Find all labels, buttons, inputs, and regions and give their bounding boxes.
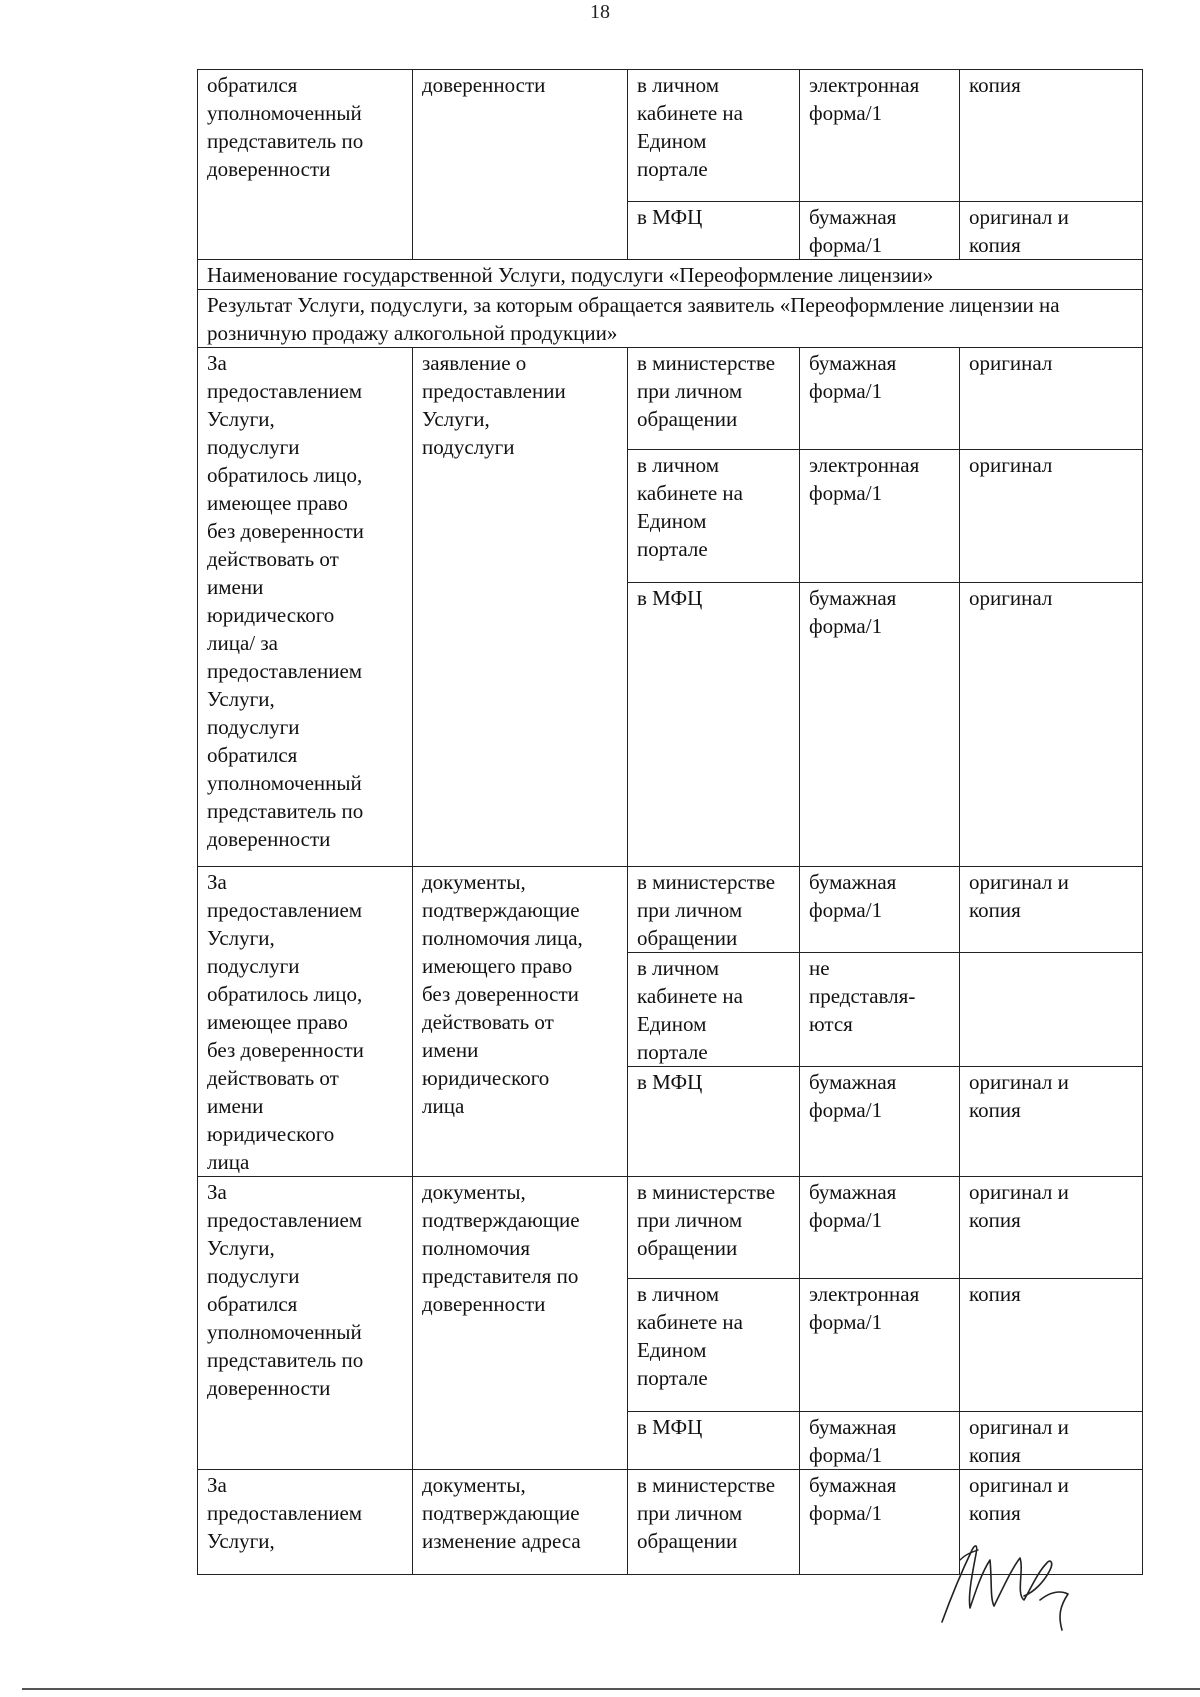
form-cell: не представля- ются	[800, 953, 960, 1067]
table-row	[198, 70, 1143, 202]
form-cell: бумажная форма/1	[800, 583, 960, 867]
applicant-cell: обратился уполномоченный представитель по доверенности	[198, 70, 413, 260]
channel-cell: в личном кабинете на Едином портале	[628, 953, 800, 1067]
kind-cell: копия	[960, 70, 1143, 202]
form-cell: бумажная форма/1	[800, 1412, 960, 1470]
kind-cell: оригинал и копия	[960, 1177, 1143, 1279]
channel-cell: в МФЦ	[628, 1412, 800, 1470]
form-cell: электронная форма/1	[800, 450, 960, 583]
service-name-row	[198, 260, 1143, 290]
service-result-row	[198, 290, 1143, 348]
table-row	[198, 867, 1143, 953]
channel-cell: в министерстве при личном обращении	[628, 348, 800, 450]
kind-cell: оригинал и копия	[960, 1412, 1143, 1470]
kind-cell: оригинал и копия	[960, 202, 1143, 260]
form-cell: электронная форма/1	[800, 70, 960, 202]
channel-cell: в личном кабинете на Едином портале	[628, 450, 800, 583]
kind-cell: оригинал	[960, 583, 1143, 867]
channel-cell: в личном кабинете на Едином портале	[628, 70, 800, 202]
kind-cell: оригинал и копия	[960, 867, 1143, 953]
kind-cell: оригинал и копия	[960, 1470, 1143, 1575]
form-cell: бумажная форма/1	[800, 202, 960, 260]
channel-cell: в МФЦ	[628, 202, 800, 260]
kind-cell	[960, 953, 1143, 1067]
documents-table	[197, 69, 1143, 1575]
document-cell: документы, подтверждающие изменение адреса	[413, 1470, 628, 1575]
form-cell: электронная форма/1	[800, 1279, 960, 1412]
table-row	[198, 348, 1143, 450]
applicant-cell: За предоставлением Услуги, подуслуги обратился уполномоченный представитель по доверенности	[198, 1177, 413, 1470]
kind-cell: оригинал и копия	[960, 1067, 1143, 1177]
form-cell: бумажная форма/1	[800, 348, 960, 450]
document-cell: заявление о предоставлении Услуги, подуслуги	[413, 348, 628, 867]
document-cell: документы, подтверждающие полномочия представителя по доверенности	[413, 1177, 628, 1470]
channel-cell: в министерстве при личном обращении	[628, 1177, 800, 1279]
form-cell: бумажная форма/1	[800, 1177, 960, 1279]
channel-cell: в личном кабинете на Едином портале	[628, 1279, 800, 1412]
form-cell: бумажная форма/1	[800, 1067, 960, 1177]
channel-cell: в МФЦ	[628, 1067, 800, 1177]
kind-cell: оригинал	[960, 450, 1143, 583]
service-result: Результат Услуги, подуслуги, за которым обращается заявитель «Переоформление лицензии на розничную продажу алкогольной продукции»	[198, 290, 1143, 348]
page-bottom-rule	[22, 1688, 1200, 1690]
page-number: 18	[590, 2, 610, 23]
kind-cell: копия	[960, 1279, 1143, 1412]
document-cell: документы, подтверждающие полномочия лица, имеющего право без доверенности действовать от имени юридического лица	[413, 867, 628, 1177]
form-cell: бумажная форма/1	[800, 1470, 960, 1575]
applicant-cell: За предоставлением Услуги, подуслуги обратилось лицо, имеющее право без доверенности действовать от имени юридического лица/ за предоставлением Услуги, подуслуги обратился уполномоченный представитель по доверенности	[198, 348, 413, 867]
kind-cell: оригинал	[960, 348, 1143, 450]
channel-cell: в МФЦ	[628, 583, 800, 867]
document-cell: доверенности	[413, 70, 628, 260]
channel-cell: в министерстве при личном обращении	[628, 867, 800, 953]
applicant-cell: За предоставлением Услуги, подуслуги обратилось лицо, имеющее право без доверенности действовать от имени юридического лица	[198, 867, 413, 1177]
channel-cell: в министерстве при личном обращении	[628, 1470, 800, 1575]
table-row	[198, 1177, 1143, 1279]
applicant-cell: За предоставлением Услуги,	[198, 1470, 413, 1575]
handwritten-signature	[920, 1520, 1090, 1640]
service-name: Наименование государственной Услуги, подуслуги «Переоформление лицензии»	[198, 260, 1143, 290]
form-cell: бумажная форма/1	[800, 867, 960, 953]
